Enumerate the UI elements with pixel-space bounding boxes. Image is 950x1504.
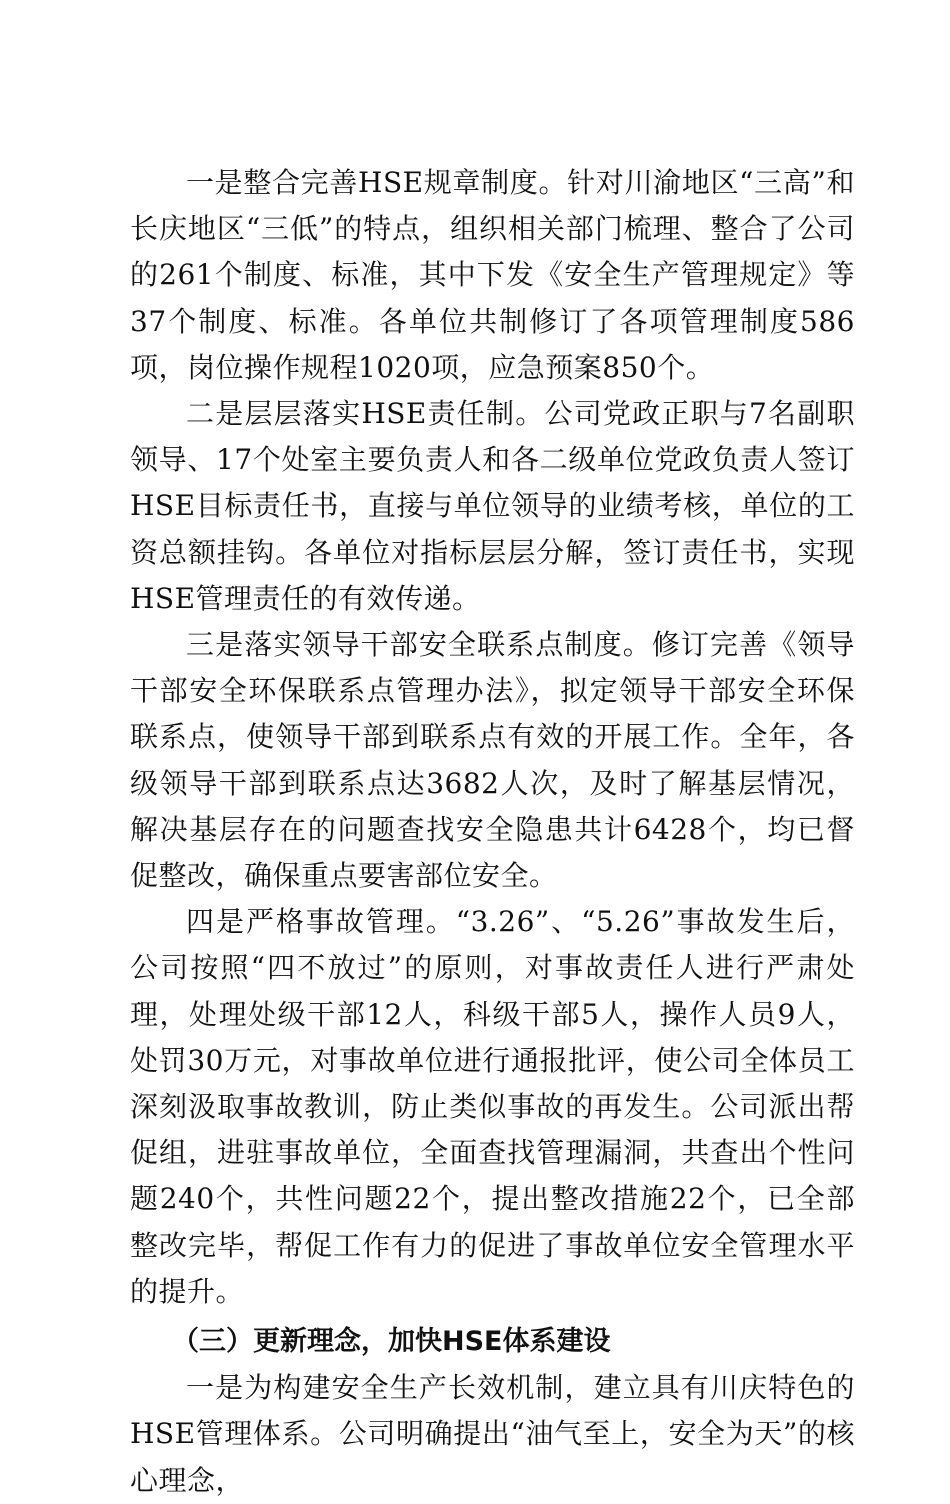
document-page: [130, 160, 855, 1504]
section-heading: （三）更新理念，加快HSE体系建设: [172, 1326, 611, 1358]
paragraph-leader-contact-points: 三是落实领导干部安全联系点制度。修订完善《领导干部安全环保联系点管理办法》，拟定领导干部安全环保联系点，使领导干部到联系点有效的开展工作。全年，各级领导干部到联系点达3682人次，及时了解基层情况，解决基层存在的问题查找安全隐患共计6428个，均已督促整改，确保重点要害部位安全。: [130, 628, 855, 893]
paragraph-hse-system: 一是为构建安全生产长效机制，建立具有川庆特色的HSE管理体系。公司明确提出“油气至上，安全为天”的核心理念，: [130, 1371, 855, 1497]
paragraph-hse-regulations: 一是整合完善HSE规章制度。针对川渝地区“三高”和长庆地区“三低”的特点，组织相关部门梳理、整合了公司的261个制度、标准，其中下发《安全生产管理规定》等37个制度、标准。各单位共制修订了各项管理制度586项，岗位操作规程1020项，应急预案850个。: [130, 166, 855, 384]
paragraph-accident-management: 四是严格事故管理。“3.26”、“5.26”事故发生后，公司按照“四不放过”的原则，对事故责任人进行严肃处理，处理处级干部12人，科级干部5人，操作人员9人，处罚30万元，对事故单位进行通报批评，使公司全体员工深刻汲取事故教训，防止类似事故的再发生。公司派出帮促组，进驻事故单位，全面查找管理漏洞，共查出个性问题240个，共性问题22个，提出整改措施22个，已全部整改完毕，帮促工作有力的促进了事故单位安全管理水平的提升。: [130, 905, 855, 1308]
paragraph-hse-responsibility: 二是层层落实HSE责任制。公司党政正职与7名副职领导、17个处室主要负责人和各二级单位党政负责人签订HSE目标责任书，直接与单位领导的业绩考核，单位的工资总额挂钩。各单位对指标层层分解，签订责任书，实现HSE管理责任的有效传递。: [130, 397, 855, 615]
